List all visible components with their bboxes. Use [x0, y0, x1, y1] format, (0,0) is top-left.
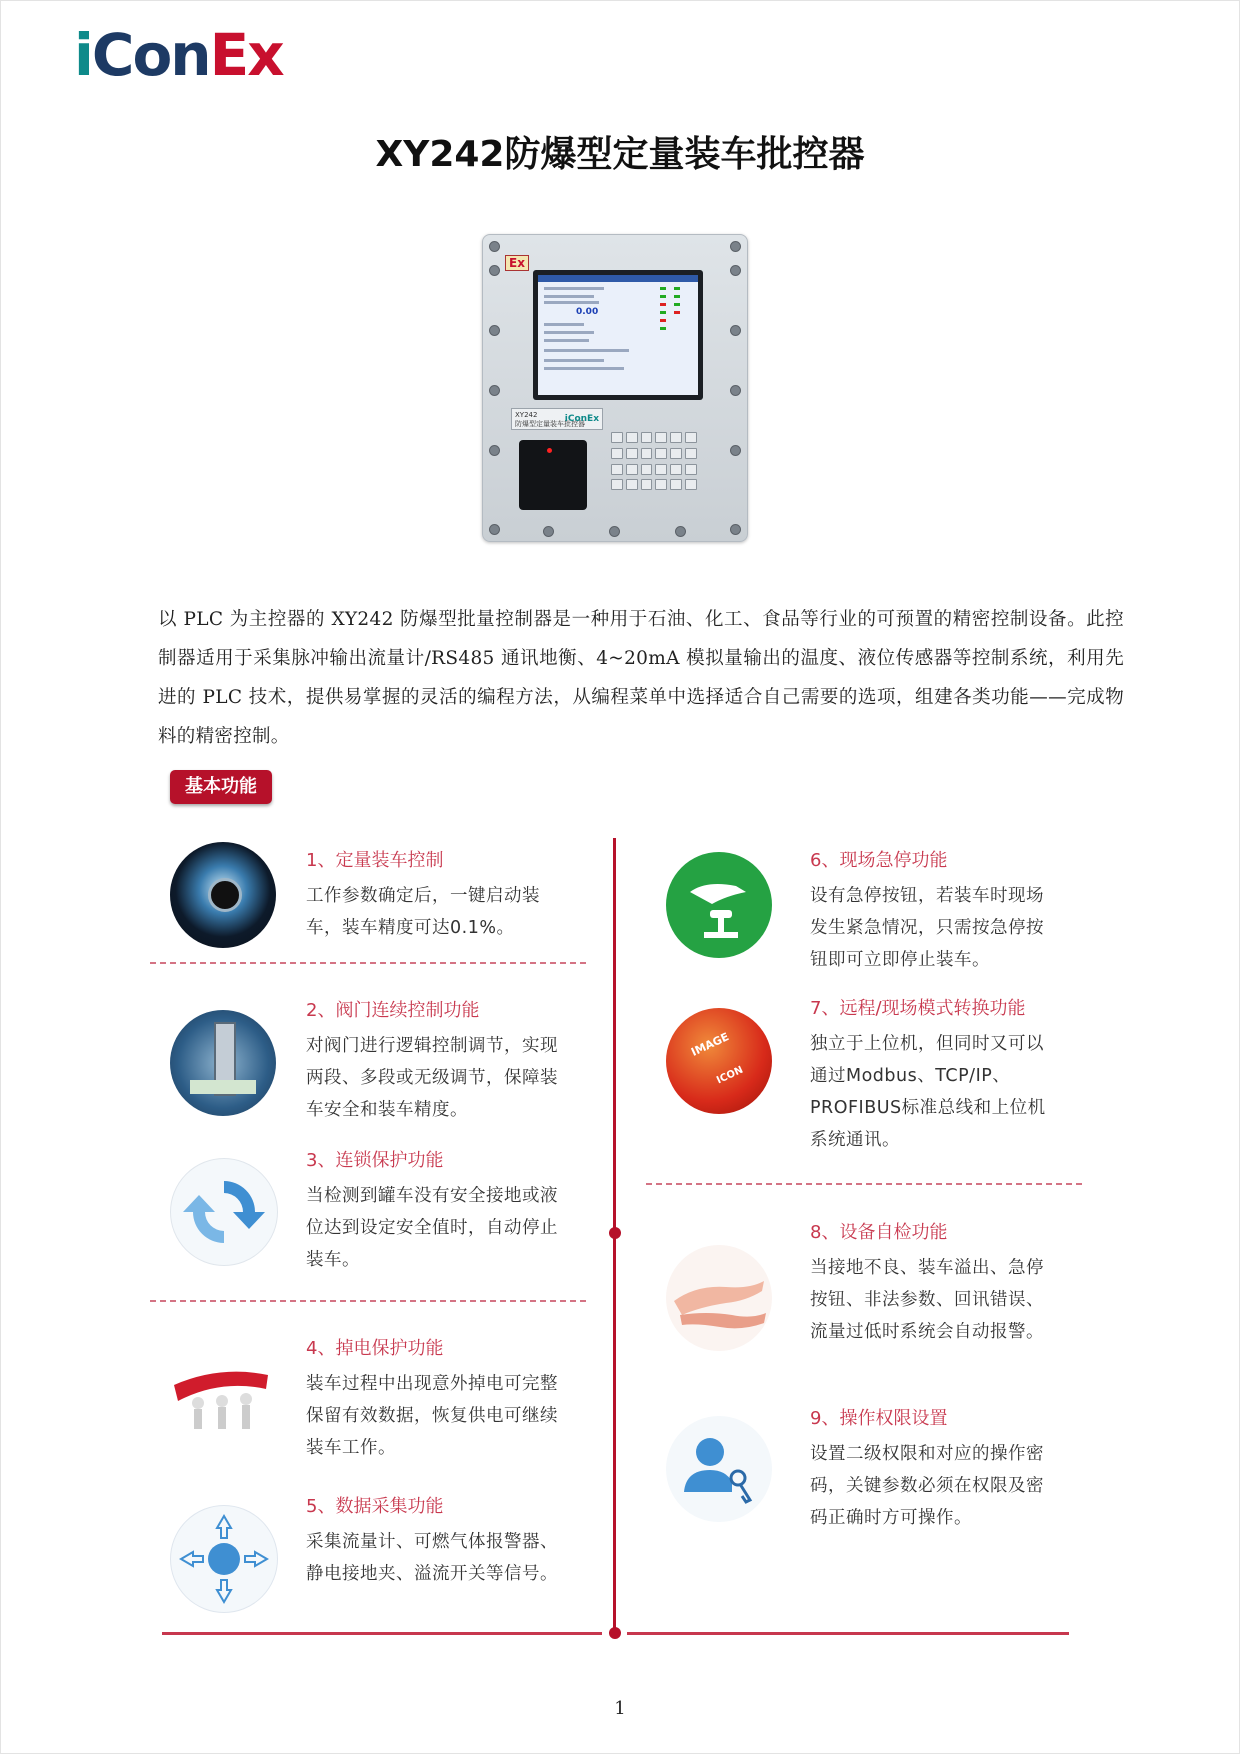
logo-part-ex: Ex: [209, 21, 283, 89]
feature-title: 9、操作权限设置: [810, 1408, 948, 1429]
bolt-icon: [730, 445, 741, 456]
bolt-icon: [489, 445, 500, 456]
feature-title: 7、远程/现场模式转换功能: [810, 998, 1026, 1019]
bolt-icon: [489, 325, 500, 336]
bolt-icon: [489, 241, 500, 252]
feature-2: [306, 996, 572, 1126]
feature-desc: 装车过程中出现意外掉电可完整保留有效数据，恢复供电可继续装车工作。: [306, 1374, 558, 1458]
feature-6: [810, 846, 1054, 976]
device-screen: [533, 270, 703, 400]
feature-desc: 工作参数确定后，一键启动装车，装车精度可达0.1%。: [306, 886, 540, 938]
people-carry-ribbon-icon: [170, 1345, 276, 1451]
feature-title: 8、设备自检功能: [810, 1222, 948, 1243]
arrows-converge-icon: [170, 1505, 278, 1613]
feature-desc: 独立于上位机，但同时又可以通过Modbus、TCP/IP、PROFIBUS标准总线和上位机系统通讯。: [810, 1034, 1046, 1150]
feature-5: [306, 1492, 572, 1590]
card-reader: [519, 440, 587, 510]
device-image: [482, 234, 748, 542]
bolt-icon: [730, 385, 741, 396]
emergency-stop-icon: [666, 852, 772, 958]
bolt-icon: [730, 325, 741, 336]
bolt-icon: [675, 526, 686, 537]
bolt-icon: [730, 524, 741, 535]
bolt-icon: [489, 385, 500, 396]
bolt-icon: [609, 526, 620, 537]
image-icon-switch-icon: IMAGE ICON: [666, 1008, 772, 1114]
feature-desc: 设置二级权限和对应的操作密码，关键参数必须在权限及密码正确时方可操作。: [810, 1444, 1044, 1528]
section-badge: 基本功能: [170, 770, 272, 804]
feature-title: 3、连锁保护功能: [306, 1150, 444, 1171]
valve-machine-icon: [170, 1010, 276, 1116]
bolt-icon: [489, 524, 500, 535]
feature-title: 2、阀门连续控制功能: [306, 1000, 480, 1021]
feature-desc: 当接地不良、装车溢出、急停按钮、非法参数、回讯错误、流量过低时系统会自动报警。: [810, 1258, 1044, 1342]
ex-mark: Ex: [505, 255, 529, 271]
bottom-rule-right: [627, 1632, 1069, 1635]
feature-4: [306, 1334, 572, 1464]
feature-9: [810, 1404, 1054, 1534]
feature-title: 5、数据采集功能: [306, 1496, 444, 1517]
dashed-divider: [646, 1183, 1082, 1185]
bottom-rule-left: [162, 1632, 602, 1635]
feature-1: [306, 846, 572, 944]
feature-desc: 对阀门进行逻辑控制调节，实现两段、多段或无级调节，保障装车安全和装车精度。: [306, 1036, 558, 1120]
divider-dot: [609, 1227, 621, 1239]
bolt-icon: [543, 526, 554, 537]
feature-title: 1、定量装车控制: [306, 850, 444, 871]
keypad: [611, 432, 697, 492]
user-key-icon: [666, 1416, 772, 1522]
bolt-icon: [489, 265, 500, 276]
feature-desc: 当检测到罐车没有安全接地或液位达到设定安全值时，自动停止装车。: [306, 1186, 558, 1270]
feature-7: [810, 994, 1054, 1156]
dashed-divider: [150, 962, 586, 964]
helping-hands-icon: [666, 1245, 772, 1351]
screen-reading: 0.00: [576, 307, 599, 317]
feature-8: [810, 1218, 1054, 1348]
feature-title: 6、现场急停功能: [810, 850, 948, 871]
feature-desc: 设有急停按钮，若装车时现场发生紧急情况，只需按急停按钮即可立即停止装车。: [810, 886, 1044, 970]
logo-part-i: i: [74, 21, 92, 89]
cycle-arrows-icon: [170, 1158, 278, 1266]
bolt-icon: [730, 265, 741, 276]
model-tag: XY242 防爆型定量装车批控器 iConEx: [511, 408, 603, 430]
feature-desc: 采集流量计、可燃气体报警器、静电接地夹、溢流开关等信号。: [306, 1532, 558, 1584]
dashed-divider: [150, 1300, 586, 1302]
document-title: XY242防爆型定量装车批控器: [375, 134, 865, 175]
page-number: 1: [614, 1698, 626, 1719]
feature-3: [306, 1146, 572, 1276]
divider-dot: [609, 1627, 621, 1639]
company-logo: [74, 21, 283, 89]
logo-part-con: Con: [91, 21, 210, 89]
bolt-icon: [730, 241, 741, 252]
feature-title: 4、掉电保护功能: [306, 1338, 444, 1359]
start-button-icon: [170, 842, 276, 948]
intro-paragraph: 以 PLC 为主控器的 XY242 防爆型批量控制器是一种用于石油、化工、食品等行业的可预置的精密控制设备。此控制器适用于采集脉冲输出流量计/RS485 通讯地衡、4~20mA 模拟量输出的温度、液位传感器等控制系统，利用先进的 PLC 技术，提供易掌握的灵活的编程方法，从编程菜单中选择适合自己需要的选项，组建各类功能——完成物料的精密控制。: [158, 609, 1124, 747]
